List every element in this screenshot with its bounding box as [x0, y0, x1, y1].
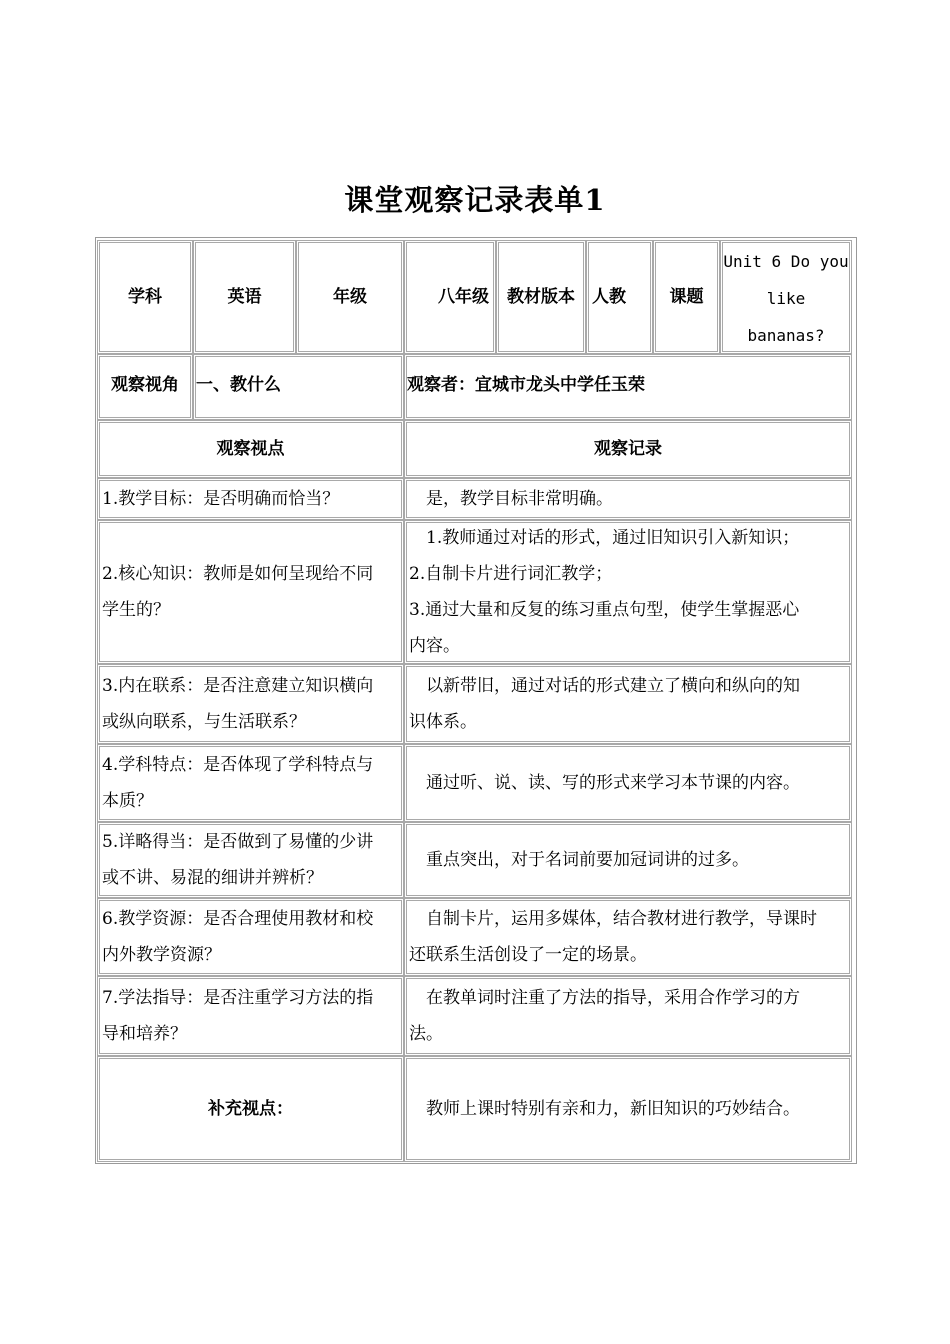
observation-point-line: 6.教学资源：是否合理使用教材和校	[102, 909, 374, 929]
observation-point-line: 1.教学目标：是否明确而恰当？	[102, 489, 340, 509]
perspective-label: 观察视角	[97, 354, 193, 420]
observation-point-line: 学生的？	[102, 600, 170, 620]
observation-point	[97, 744, 404, 822]
subject-label: 学科	[97, 240, 193, 354]
supplement-record	[404, 1056, 852, 1162]
grade-value: 八年级	[404, 240, 496, 354]
supplement-record-text: 教师上课时特别有亲和力，新旧知识的巧妙结合。	[409, 1099, 800, 1119]
textbook-label: 教材版本	[496, 240, 586, 354]
observation-record-line: 通过听、说、读、写的形式来学习本节课的内容。	[409, 773, 800, 793]
observation-record	[404, 976, 852, 1056]
observation-record	[404, 898, 852, 976]
observation-record	[404, 478, 852, 520]
observation-point-line: 2.核心知识：教师是如何呈现给不同	[102, 564, 374, 584]
topic-line: like	[766, 289, 806, 308]
topic-line: bananas?	[747, 326, 825, 345]
textbook-value: 人教	[586, 240, 653, 354]
observation-record	[404, 744, 852, 822]
observation-record	[404, 822, 852, 898]
observation-point	[97, 664, 404, 744]
observation-record-line: 是，教学目标非常明确。	[409, 489, 613, 509]
observation-record	[404, 664, 852, 744]
observation-point	[97, 520, 404, 664]
observation-point-line: 或纵向联系，与生活联系？	[102, 712, 306, 732]
observation-point	[97, 478, 404, 520]
observation-point-line: 5.详略得当：是否做到了易懂的少讲	[102, 832, 374, 852]
observation-record-line: 在教单词时注重了方法的指导，采用合作学习的方	[409, 988, 800, 1008]
observation-record-line: 以新带旧，通过对话的形式建立了横向和纵向的知	[409, 676, 800, 696]
topic-value	[720, 240, 852, 354]
observation-record-line: 3.通过大量和反复的练习重点句型，使学生掌握恶心	[409, 600, 800, 620]
perspective-value: 一、教什么	[193, 354, 404, 420]
observer-name: 观察者：宜城市龙头中学任玉荣	[404, 354, 852, 420]
observation-record-line: 1.教师通过对话的形式，通过旧知识引入新知识；	[409, 528, 800, 548]
column-header-record: 观察记录	[404, 420, 852, 478]
observation-point-line: 4.学科特点：是否体现了学科特点与	[102, 755, 374, 775]
column-header-point: 观察视点	[97, 420, 404, 478]
subject-value: 英语	[193, 240, 296, 354]
observation-point-line: 或不讲、易混的细讲并辨析？	[102, 868, 323, 888]
observation-point-line: 7.学法指导：是否注重学习方法的指	[102, 988, 374, 1008]
grade-label: 年级	[296, 240, 404, 354]
observation-point	[97, 976, 404, 1056]
observation-point-line: 3.内在联系：是否注意建立知识横向	[102, 676, 374, 696]
observation-record-line: 重点突出，对于名词前要加冠词讲的过多。	[409, 850, 749, 870]
observation-record-line: 法。	[409, 1024, 443, 1044]
observation-point-line: 本质？	[102, 791, 153, 811]
observation-record-line: 还联系生活创设了一定的场景。	[409, 945, 647, 965]
observation-record-line: 2.自制卡片进行词汇教学；	[409, 564, 613, 584]
topic-line: Unit 6 Do you	[723, 252, 849, 271]
observation-record-line: 内容。	[409, 636, 460, 656]
page-title: 课堂观察记录表单1	[344, 183, 606, 217]
observation-point-line: 内外教学资源？	[102, 945, 221, 965]
supplement-label: 补充视点：	[97, 1056, 404, 1162]
observation-point	[97, 822, 404, 898]
observation-record-line: 自制卡片，运用多媒体，结合教材进行教学，导课时	[409, 909, 817, 929]
observation-record-line: 识体系。	[409, 712, 477, 732]
observation-record	[404, 520, 852, 664]
observation-point	[97, 898, 404, 976]
observation-point-line: 导和培养？	[102, 1024, 187, 1044]
topic-label: 课题	[653, 240, 720, 354]
